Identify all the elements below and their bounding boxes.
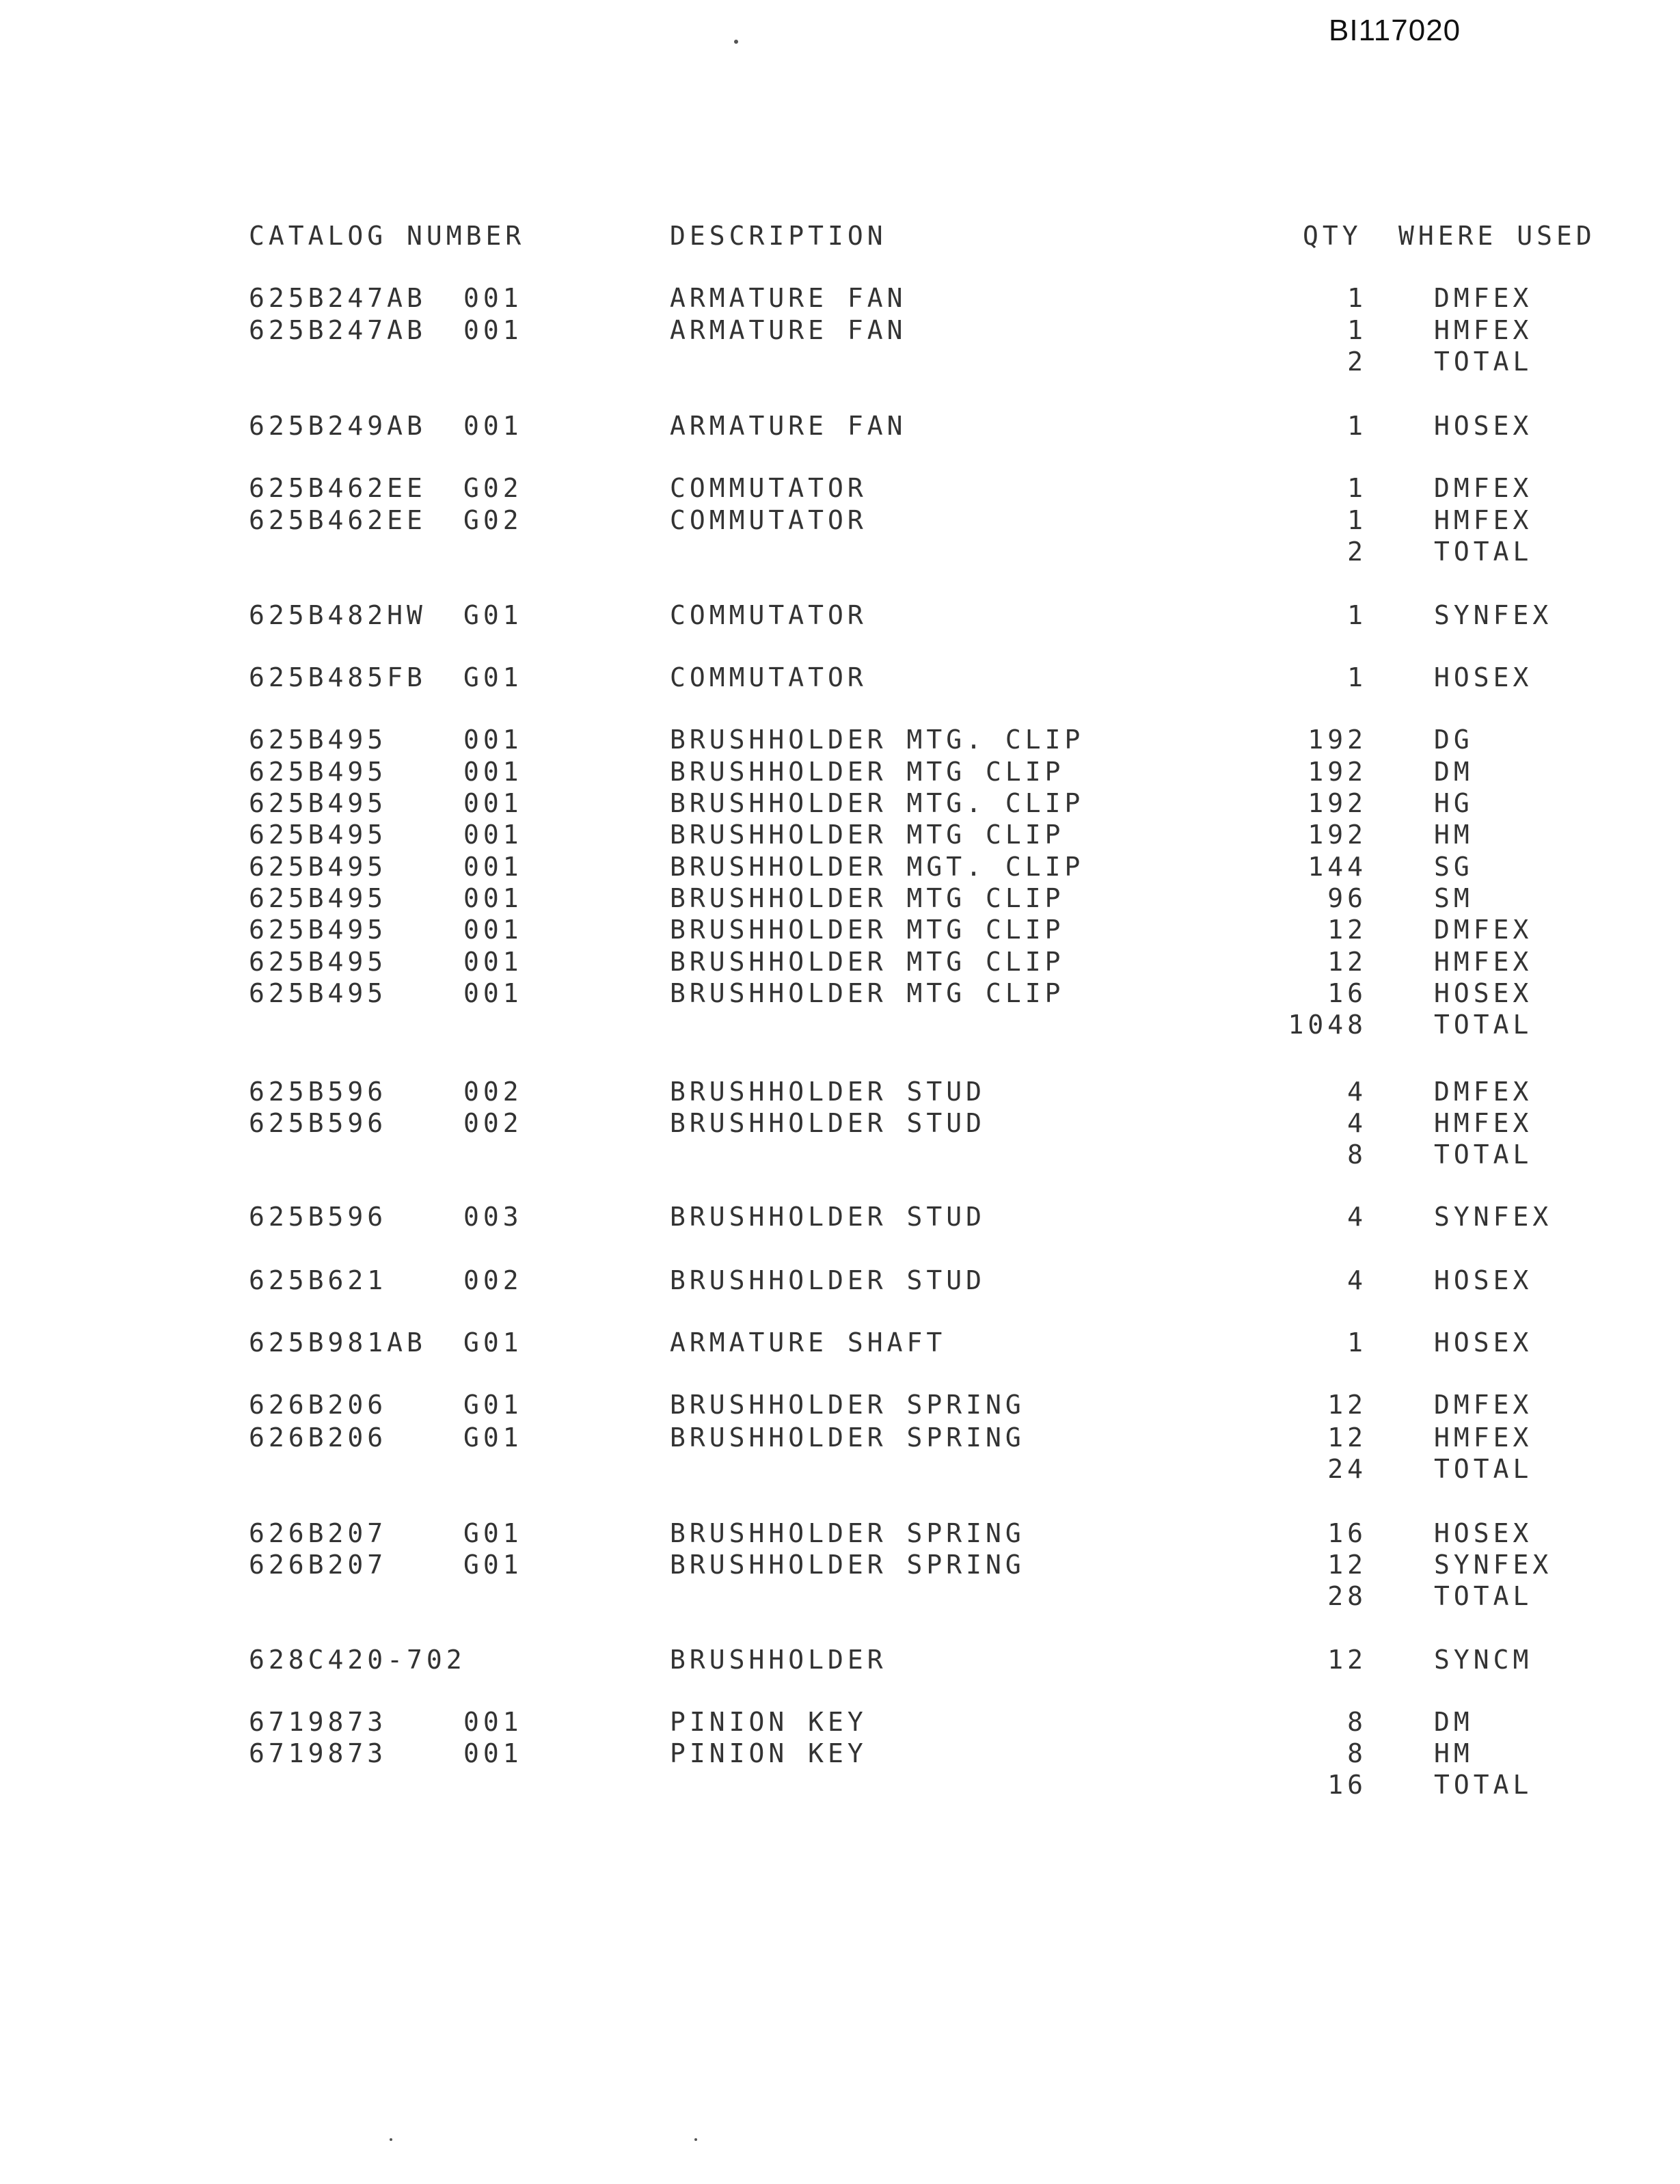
- where-used: SYNFEX: [1434, 1202, 1553, 1232]
- catalog-suffix: 001: [463, 315, 523, 345]
- where-used: SYNFEX: [1434, 600, 1553, 630]
- catalog-suffix: 001: [463, 1707, 523, 1737]
- part-description: COMMUTATOR: [670, 600, 867, 630]
- catalog-number: 625B462EE: [249, 473, 426, 503]
- quantity: 1: [1347, 411, 1367, 441]
- where-used: HMFEX: [1434, 315, 1533, 345]
- where-used: TOTAL: [1434, 537, 1533, 567]
- part-description: ARMATURE FAN: [670, 315, 907, 345]
- catalog-number: 625B462EE: [249, 505, 426, 535]
- quantity: 8: [1347, 1707, 1367, 1737]
- catalog-number: 6719873: [249, 1707, 388, 1737]
- where-used: HOSEX: [1434, 1265, 1533, 1295]
- quantity: 192: [1308, 820, 1367, 850]
- where-used: HMFEX: [1434, 505, 1533, 535]
- part-description: BRUSHHOLDER SPRING: [670, 1390, 1025, 1420]
- catalog-number: 6719873: [249, 1738, 388, 1768]
- quantity: 8: [1347, 1140, 1367, 1170]
- part-description: BRUSHHOLDER MTG. CLIP: [670, 725, 1085, 755]
- catalog-number: 626B207: [249, 1550, 388, 1580]
- part-description: BRUSHHOLDER STUD: [670, 1108, 986, 1138]
- catalog-suffix: 001: [463, 915, 523, 945]
- catalog-number: 626B206: [249, 1423, 388, 1453]
- header-description: DESCRIPTION: [670, 221, 887, 251]
- quantity: 1: [1347, 1327, 1367, 1358]
- catalog-number: 625B495: [249, 883, 388, 913]
- catalog-suffix: G02: [463, 505, 523, 535]
- quantity: 4: [1347, 1108, 1367, 1138]
- quantity: 12: [1327, 1550, 1367, 1580]
- where-used: DMFEX: [1434, 473, 1533, 503]
- catalog-suffix: G01: [463, 1550, 523, 1580]
- part-description: BRUSHHOLDER STUD: [670, 1202, 986, 1232]
- part-description: BRUSHHOLDER MTG CLIP: [670, 915, 1065, 945]
- header-qty: QTY: [1303, 221, 1362, 251]
- where-used: SM: [1434, 883, 1474, 913]
- catalog-suffix: 001: [463, 883, 523, 913]
- header-catalog-number: CATALOG NUMBER: [249, 221, 526, 251]
- catalog-suffix: 002: [463, 1265, 523, 1295]
- catalog-suffix: 001: [463, 757, 523, 787]
- where-used: HOSEX: [1434, 978, 1533, 1008]
- catalog-suffix: 001: [463, 788, 523, 818]
- part-description: BRUSHHOLDER MTG CLIP: [670, 978, 1065, 1008]
- quantity: 28: [1327, 1581, 1367, 1611]
- part-description: BRUSHHOLDER SPRING: [670, 1423, 1025, 1453]
- catalog-number: 625B495: [249, 725, 388, 755]
- where-used: SYNCM: [1434, 1645, 1533, 1675]
- catalog-number: 625B485FB: [249, 662, 426, 692]
- where-used: HOSEX: [1434, 1518, 1533, 1548]
- where-used: TOTAL: [1434, 1454, 1533, 1484]
- quantity: 16: [1327, 1518, 1367, 1548]
- quantity: 16: [1327, 1770, 1367, 1800]
- quantity: 1: [1347, 315, 1367, 345]
- catalog-suffix: 001: [463, 283, 523, 313]
- catalog-suffix: G01: [463, 600, 523, 630]
- where-used: HG: [1434, 788, 1474, 818]
- catalog-number: 625B482HW: [249, 600, 426, 630]
- quantity: 12: [1327, 1645, 1367, 1675]
- catalog-number: 625B247AB: [249, 283, 426, 313]
- quantity: 1: [1347, 662, 1367, 692]
- quantity: 144: [1308, 852, 1367, 882]
- part-description: PINION KEY: [670, 1738, 867, 1768]
- quantity: 12: [1327, 915, 1367, 945]
- quantity: 1: [1347, 473, 1367, 503]
- catalog-suffix: 001: [463, 947, 523, 977]
- quantity: 12: [1327, 1390, 1367, 1420]
- part-description: BRUSHHOLDER SPRING: [670, 1518, 1025, 1548]
- quantity: 96: [1327, 883, 1367, 913]
- quantity: 2: [1347, 347, 1367, 377]
- part-description: BRUSHHOLDER MTG CLIP: [670, 820, 1065, 850]
- catalog-number: 625B495: [249, 852, 388, 882]
- where-used: DMFEX: [1434, 1390, 1533, 1420]
- catalog-number: 625B495: [249, 757, 388, 787]
- quantity: 192: [1308, 757, 1367, 787]
- quantity: 24: [1327, 1454, 1367, 1484]
- catalog-suffix: 002: [463, 1108, 523, 1138]
- part-description: ARMATURE SHAFT: [670, 1327, 947, 1358]
- catalog-suffix: 001: [463, 725, 523, 755]
- where-used: TOTAL: [1434, 1010, 1533, 1040]
- part-description: BRUSHHOLDER SPRING: [670, 1550, 1025, 1580]
- catalog-suffix: G01: [463, 1518, 523, 1548]
- catalog-number: 625B981AB: [249, 1327, 426, 1358]
- catalog-suffix: G01: [463, 1390, 523, 1420]
- catalog-number: 625B621: [249, 1265, 388, 1295]
- catalog-number: 626B207: [249, 1518, 388, 1548]
- quantity: 4: [1347, 1202, 1367, 1232]
- catalog-suffix: G01: [463, 662, 523, 692]
- part-description: BRUSHHOLDER MTG CLIP: [670, 757, 1065, 787]
- where-used: DM: [1434, 757, 1474, 787]
- quantity: 1: [1347, 283, 1367, 313]
- where-used: HOSEX: [1434, 411, 1533, 441]
- quantity: 1048: [1288, 1010, 1367, 1040]
- part-description: COMMUTATOR: [670, 662, 867, 692]
- part-description: BRUSHHOLDER: [670, 1645, 887, 1675]
- catalog-number: 625B247AB: [249, 315, 426, 345]
- catalog-number: 625B495: [249, 915, 388, 945]
- where-used: HMFEX: [1434, 1108, 1533, 1138]
- catalog-suffix: 001: [463, 820, 523, 850]
- catalog-suffix: G02: [463, 473, 523, 503]
- quantity: 16: [1327, 978, 1367, 1008]
- catalog-suffix: 001: [463, 852, 523, 882]
- where-used: DMFEX: [1434, 915, 1533, 945]
- catalog-number: 625B495: [249, 947, 388, 977]
- where-used: TOTAL: [1434, 1140, 1533, 1170]
- part-description: BRUSHHOLDER MTG. CLIP: [670, 788, 1085, 818]
- where-used: DMFEX: [1434, 283, 1533, 313]
- catalog-number: 628C420-702: [249, 1645, 466, 1675]
- part-description: BRUSHHOLDER STUD: [670, 1265, 986, 1295]
- catalog-number: 626B206: [249, 1390, 388, 1420]
- catalog-number: 625B596: [249, 1108, 388, 1138]
- quantity: 4: [1347, 1265, 1367, 1295]
- catalog-suffix: 001: [463, 411, 523, 441]
- catalog-suffix: 003: [463, 1202, 523, 1232]
- header-where-used: WHERE USED: [1398, 221, 1596, 251]
- part-description: ARMATURE FAN: [670, 283, 907, 313]
- where-used: TOTAL: [1434, 1581, 1533, 1611]
- where-used: HMFEX: [1434, 1423, 1533, 1453]
- where-used: HOSEX: [1434, 662, 1533, 692]
- quantity: 192: [1308, 725, 1367, 755]
- where-used: SG: [1434, 852, 1474, 882]
- part-description: COMMUTATOR: [670, 473, 867, 503]
- quantity: 4: [1347, 1077, 1367, 1107]
- part-description: COMMUTATOR: [670, 505, 867, 535]
- catalog-number: 625B596: [249, 1077, 388, 1107]
- catalog-suffix: 001: [463, 978, 523, 1008]
- where-used: SYNFEX: [1434, 1550, 1553, 1580]
- where-used: HM: [1434, 1738, 1474, 1768]
- quantity: 8: [1347, 1738, 1367, 1768]
- catalog-number: 625B495: [249, 788, 388, 818]
- where-used: DG: [1434, 725, 1474, 755]
- catalog-number: 625B495: [249, 820, 388, 850]
- where-used: TOTAL: [1434, 1770, 1533, 1800]
- part-description: BRUSHHOLDER MTG CLIP: [670, 883, 1065, 913]
- quantity: 1: [1347, 600, 1367, 630]
- quantity: 192: [1308, 788, 1367, 818]
- part-description: BRUSHHOLDER MTG CLIP: [670, 947, 1065, 977]
- part-description: BRUSHHOLDER MGT. CLIP: [670, 852, 1085, 882]
- where-used: DM: [1434, 1707, 1474, 1737]
- part-description: BRUSHHOLDER STUD: [670, 1077, 986, 1107]
- part-description: ARMATURE FAN: [670, 411, 907, 441]
- where-used: TOTAL: [1434, 347, 1533, 377]
- catalog-number: 625B249AB: [249, 411, 426, 441]
- where-used: HMFEX: [1434, 947, 1533, 977]
- part-description: PINION KEY: [670, 1707, 867, 1737]
- catalog-suffix: 001: [463, 1738, 523, 1768]
- quantity: 2: [1347, 537, 1367, 567]
- catalog-suffix: G01: [463, 1327, 523, 1358]
- catalog-number: 625B495: [249, 978, 388, 1008]
- where-used: DMFEX: [1434, 1077, 1533, 1107]
- catalog-suffix: 002: [463, 1077, 523, 1107]
- catalog-number: 625B596: [249, 1202, 388, 1232]
- where-used: HM: [1434, 820, 1474, 850]
- document-id: BI117020: [1329, 14, 1461, 47]
- catalog-suffix: G01: [463, 1423, 523, 1453]
- quantity: 1: [1347, 505, 1367, 535]
- quantity: 12: [1327, 947, 1367, 977]
- where-used: HOSEX: [1434, 1327, 1533, 1358]
- quantity: 12: [1327, 1423, 1367, 1453]
